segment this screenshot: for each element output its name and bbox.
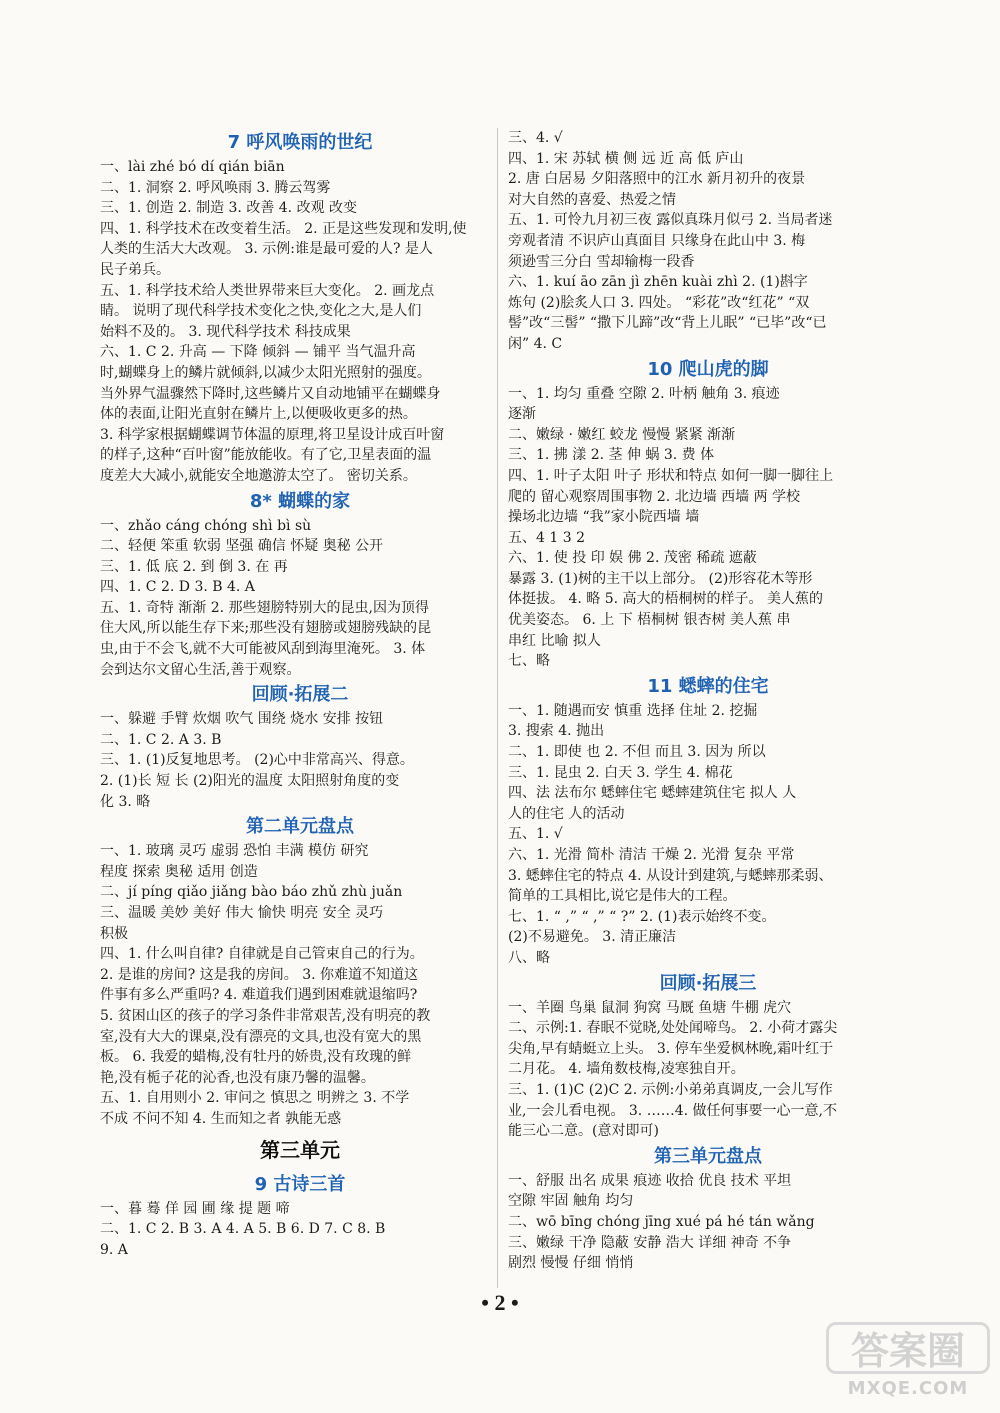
answer-line: 三、1. 昆虫 2. 白天 3. 学生 4. 棉花 (508, 764, 733, 781)
answer-line: (2)不易避免。 3. 清正廉洁 (508, 929, 677, 946)
answer-line: 人的住宅 人的活动 (508, 805, 625, 822)
answer-line: 三、1. (1)C (2)C 2. 示例:小弟弟真调皮,一会儿写作 (508, 1081, 833, 1098)
answer-line: 二、嫩绿 · 嫩红 蛟龙 慢慢 紧紧 渐渐 (508, 426, 736, 443)
section-heading: 第三单元盘点 (654, 1145, 762, 1167)
section-heading: 第二单元盘点 (246, 816, 354, 838)
answer-line: 一、1. 随遇而安 慎重 选择 住址 2. 挖掘 (508, 702, 758, 719)
answer-line: 三、1. 创造 2. 制造 3. 改善 4. 改观 改变 (100, 200, 358, 217)
answer-line: 二、1. C 2. B 3. A 4. A 5. B 6. D 7. C 8. B (100, 1221, 386, 1238)
answer-line: 二、轻便 笨重 软弱 坚强 确信 怀疑 奥秘 公开 (100, 538, 384, 555)
answer-line: 虫,由于不会飞,就不大可能被风刮到海里淹死。 3. 体 (100, 641, 426, 658)
answer-line: 板。 6. 我爱的蜡梅,没有牡丹的娇贵,没有玫瑰的鲜 (100, 1049, 412, 1066)
section-heading: 回顾·拓展三 (659, 972, 757, 994)
answer-line: 件事有多么严重吗? 4. 难道我们遇到困难就退缩吗? (100, 987, 418, 1004)
answer-line: 逐渐 (508, 406, 536, 423)
answer-line: 9. A (100, 1241, 128, 1258)
watermark-logo (826, 1322, 990, 1400)
section-heading: 11 蟋蟀的住宅 (647, 675, 769, 697)
answer-line: 二、jí píng qiǎo jiǎng bào báo zhǔ zhù juǎn (100, 884, 403, 901)
answer-line: 3. 搜索 4. 抛出 (508, 723, 605, 740)
answer-line: 五、1. 科学技术给人类世界带来巨大变化。 2. 画龙点 (100, 282, 435, 299)
answer-line: 一、羊圈 鸟巢 鼠洞 狗窝 马厩 鱼塘 牛棚 虎穴 (508, 999, 792, 1016)
answer-line: 一、躲避 手臂 炊烟 吹气 围绕 烧水 安排 按钮 (100, 711, 384, 728)
answer-line: 四、1. 叶子太阳 叶子 形状和特点 如何一脚一脚往上 (508, 467, 834, 484)
answer-line: 一、1. 玻璃 灵巧 虚弱 恐怕 丰满 模仿 研究 (100, 843, 369, 860)
section-heading: 回顾·拓展二 (251, 684, 349, 706)
answer-line: 优美姿态。 6. 上 下 梧桐树 银杏树 美人蕉 串 (508, 612, 791, 629)
answer-line: 睛。 说明了现代科学技术变化之快,变化之大,是人们 (100, 303, 422, 320)
answer-line: 须逊雪三分白 雪却输梅一段香 (508, 253, 695, 270)
answer-line: 暴露 3. (1)树的主干以上部分。 (2)形容花木等形 (508, 570, 813, 587)
answer-line: 5. 贫困山区的孩子的学习条件非常艰苦,没有明亮的教 (100, 1007, 431, 1024)
answer-line: 度差大大减小,就能安全地邀游太空了。 密切关系。 (100, 467, 417, 484)
answer-line: 四、1. 什么叫自律? 自律就是自己管束自己的行为。 (100, 946, 424, 963)
answer-line: 室,没有大大的课桌,没有漂亮的文具,也没有宽大的黑 (100, 1028, 422, 1045)
answer-line: 爬的 留心观察周围事物 2. 北边墙 西墙 两 学校 (508, 488, 801, 505)
answer-line: 三、1. 拂 漾 2. 茎 伸 蜗 3. 费 体 (508, 447, 715, 464)
page-number: • 2 • (481, 1290, 519, 1315)
answer-line: 七、略 (508, 653, 550, 670)
answer-line: 2. 是谁的房间? 这是我的房间。 3. 你难道不知道这 (100, 966, 419, 983)
answer-line: 时,蝴蝶身上的鳞片就倾斜,以减少太阳光照射的强度。 (100, 364, 431, 381)
answer-line: 始料不及的。 3. 现代科学技术 科技成果 (100, 323, 351, 340)
answer-line: 二、示例:1. 春眠不觉晓,处处闻啼鸟。 2. 小荷才露尖 (508, 1020, 838, 1037)
section-heading: 7 呼风唤雨的世纪 (227, 132, 373, 153)
answer-line: 艳,没有栀子花的沁香,也没有康乃馨的温馨。 (100, 1069, 375, 1086)
answer-line: 二、wō bīng chóng jīng xué pá hé tán wǎng (508, 1213, 815, 1230)
answer-line: 三、温暖 美妙 美好 伟大 愉快 明亮 安全 灵巧 (100, 905, 384, 921)
answer-line: 三、4. √ (508, 130, 563, 146)
answer-line: 三、1. 低 底 2. 到 倒 3. 在 再 (100, 558, 288, 575)
answer-line: 四、1. 宋 苏轼 横 侧 远 近 高 低 庐山 (508, 150, 744, 167)
answer-line: 一、zhǎo cáng chóng shì bì sù (100, 517, 312, 534)
answer-line: 2. (1)长 短 长 (2)阳光的温度 太阳照射角度的变 (100, 773, 400, 790)
answer-line: 一、舒服 出名 成果 痕迹 收拾 优良 技术 平坦 (508, 1172, 792, 1189)
answer-line: 能三心二意。(意对即可) (508, 1123, 659, 1140)
answer-line: 闲” 4. C (508, 335, 563, 352)
left-column (100, 128, 500, 1260)
answer-line: 尖角,早有蜻蜓立上头。 3. 停车坐爱枫林晚,霜叶红于 (508, 1040, 834, 1057)
answer-line: 六、1. C 2. 升高 — 下降 倾斜 — 铺平 当气温升高 (100, 344, 416, 361)
answer-line: 民子弟兵。 (100, 261, 170, 278)
answer-line: 3. 科学家根据蝴蝶调节体温的原理,将卫星设计成百叶窗 (100, 426, 445, 443)
right-column (508, 128, 908, 1274)
watermark-main-text: 答案圈 (826, 1322, 990, 1374)
answer-line: 积极 (100, 925, 128, 942)
answer-line: 简单的工具相比,说它是伟大的工程。 (508, 888, 737, 905)
answer-line: 四、法 法布尔 蟋蟀住宅 蟋蟀建筑住宅 拟人 人 (508, 785, 797, 802)
answer-line: 的样子,这种“百叶窗”能放能收。有了它,卫星表面的温 (100, 447, 432, 464)
answer-line: 对大自然的喜爱、热爱之情 (508, 191, 676, 208)
answer-line: 二、1. 洞察 2. 呼风唤雨 3. 腾云驾雾 (100, 179, 331, 196)
answer-line: 二、1. 即使 也 2. 不但 而且 3. 因为 所以 (508, 744, 766, 761)
section-heading: 10 爬山虎的脚 (647, 358, 769, 380)
answer-line: 不成 不问不知 4. 生而知之者 孰能无惑 (100, 1110, 342, 1127)
answer-line: 旁观者清 不识庐山真面目 只缘身在此山中 3. 梅 (508, 232, 806, 249)
answer-line: 八、略 (508, 949, 550, 966)
answer-line: 七、1. “ ,” “ ,” “ ?” 2. (1)表示始终不变。 (508, 908, 776, 925)
answer-line: 四、1. C 2. D 3. B 4. A (100, 579, 255, 596)
answer-line: 化 3. 略 (100, 793, 151, 810)
answer-line: 六、1. kuí āo zān jì zhēn kuài zhì 2. (1)斟字 (508, 274, 808, 291)
answer-line: 三、嫩绿 干净 隐蔽 安静 浩大 详细 神奇 不争 (508, 1234, 792, 1251)
unit-heading: 第三单元 (260, 1137, 340, 1162)
answer-line: 四、1. 科学技术在改变着生活。 2. 正是这些发现和发明,使 (100, 220, 467, 237)
answer-line: 体的表面,让阳光直射在鳞片上,以便吸收更多的热。 (100, 406, 417, 423)
answer-line: 会到达尔文留心生活,善于观察。 (100, 661, 301, 678)
answer-line: 六、1. 光滑 简朴 清洁 干燥 2. 光滑 复杂 平常 (508, 847, 795, 863)
section-heading: 9 古诗三首 (254, 1173, 346, 1195)
answer-line: 操场北边墙 “我”家小院西墙 墙 (508, 509, 700, 526)
answer-line: 业,一会儿看电视。 3. ……4. 做任何事要一心一意,不 (508, 1102, 837, 1119)
answer-line: 体挺拔。 4. 略 5. 高大的梧桐树的样子。 美人蕉的 (508, 591, 823, 608)
answer-line: 一、lài zhé bó dí qián biān (100, 159, 285, 175)
answer-line: 空隙 牢固 触角 均匀 (508, 1193, 634, 1210)
answer-line: 2. 唐 白居易 夕阳落照中的江水 新月初升的夜景 (508, 171, 806, 188)
watermark-sub-text: MXQE.COM (847, 1378, 969, 1399)
answer-line: 程度 探索 奥秘 适用 创造 (100, 863, 258, 880)
answer-line: 六、1. 使 投 印 娱 佛 2. 茂密 稀疏 遮蔽 (508, 550, 757, 567)
answer-line: 一、1. 均匀 重叠 空隙 2. 叶柄 触角 3. 痕迹 (508, 385, 780, 402)
column-divider (497, 128, 498, 1288)
answer-line: 五、1. 奇特 渐渐 2. 那些翅膀特别大的昆虫,因为顶得 (100, 599, 429, 616)
answer-line: 五、1. 可怜九月初三夜 露似真珠月似弓 2. 当局者迷 (508, 212, 833, 229)
answer-line: 一、暮 蓦 佯 园 圃 缘 提 题 啼 (100, 1200, 290, 1217)
answer-line: 当外界气温骤然下降时,这些鳞片又自动地铺平在蝴蝶身 (100, 385, 441, 402)
answer-line: 3. 蟋蟀住宅的特点 4. 从设计到建筑,与蟋蟀那柔弱、 (508, 867, 833, 884)
answer-line: 二月花。 4. 墙角数枝梅,凌寒独自开。 (508, 1061, 745, 1078)
answer-line: 人类的生活大大改观。 3. 示例:谁是最可爱的人? 是人 (100, 241, 433, 258)
answer-line: 三、1. (1)反复地思考。 (2)心中非常高兴、得意。 (100, 752, 414, 769)
answer-line: 串红 比喻 拟人 (508, 632, 601, 649)
answer-line: 五、4 1 3 2 (508, 529, 585, 546)
answer-line: 五、1. √ (508, 826, 563, 843)
answer-line: 住大风,所以能生存下来;那些没有翅膀或翅膀残缺的昆 (100, 620, 432, 637)
answer-line: 剧烈 慢慢 仔细 悄悄 (508, 1255, 634, 1272)
answer-line: 五、1. 自用则小 2. 审问之 慎思之 明辨之 3. 不学 (100, 1090, 410, 1107)
section-heading: 8* 蝴蝶的家 (249, 490, 351, 512)
answer-line: 炼句 (2)脍炙人口 3. 四处。 “彩花”改“红花” “双 (508, 294, 810, 311)
answer-line: 二、1. C 2. A 3. B (100, 731, 222, 748)
answer-line: 髻”改“三髻” “撒下儿蹄”改“背上儿眠” “已毕”改“已 (508, 315, 827, 332)
